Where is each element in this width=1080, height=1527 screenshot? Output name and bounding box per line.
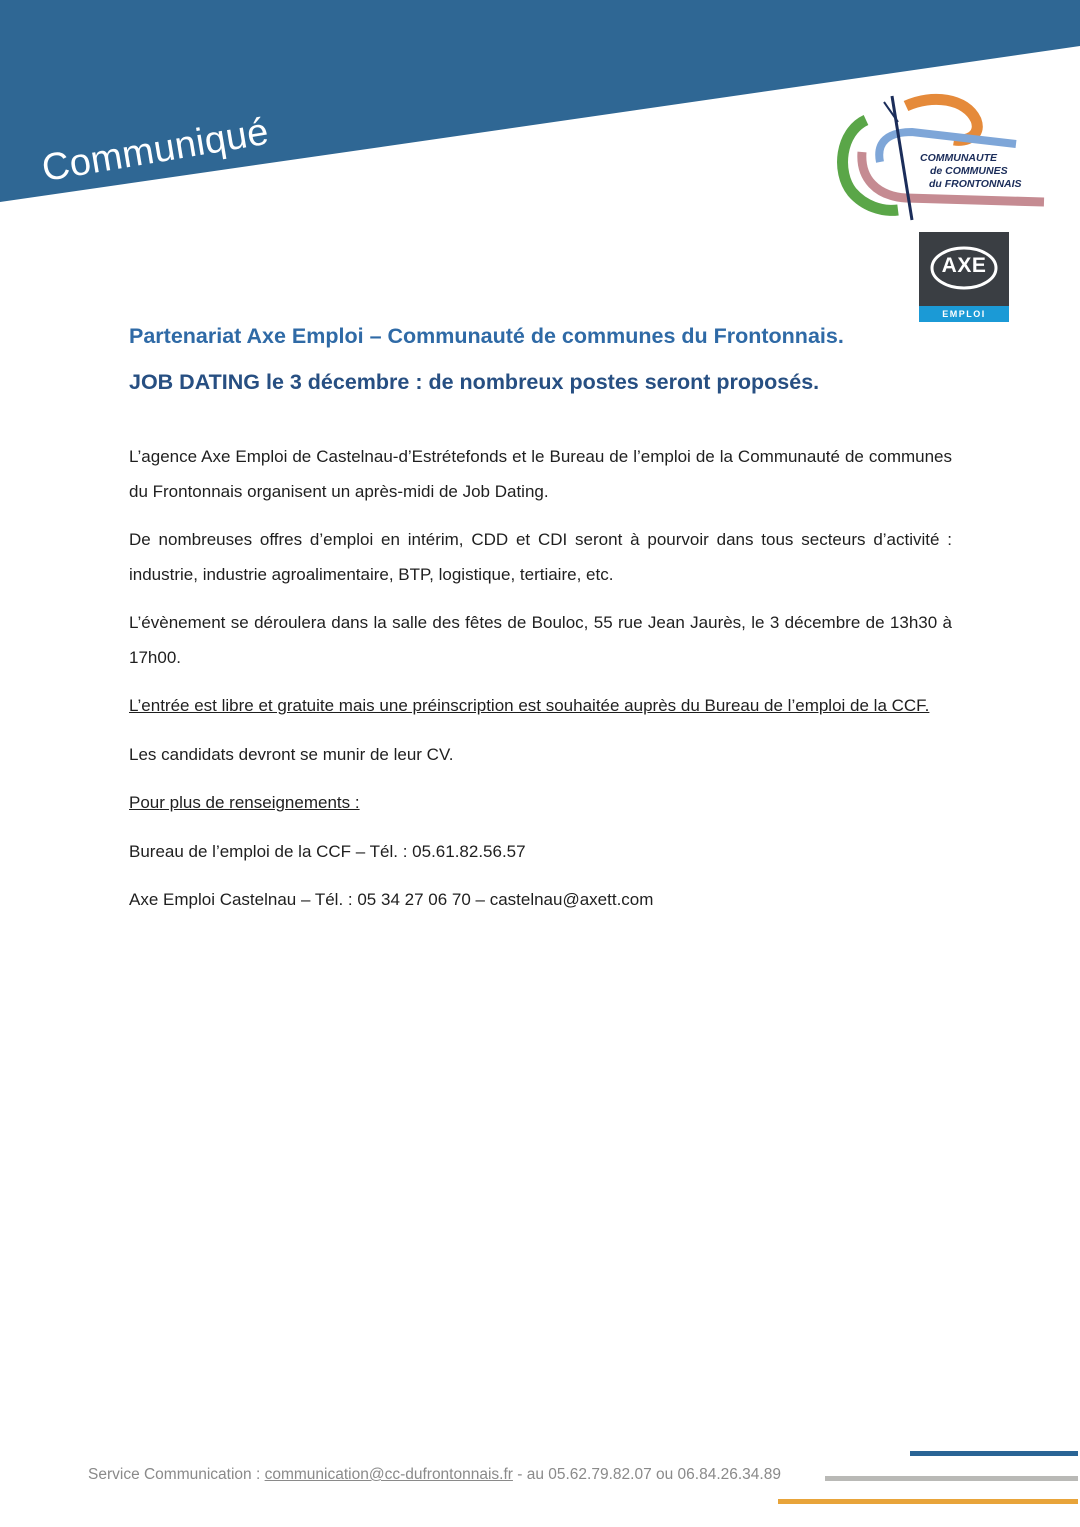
paragraph-cv: Les candidats devront se munir de leur CV. — [129, 744, 454, 764]
paragraph-intro: L’agence Axe Emploi de Castelnau-d’Estrétefonds et le Bureau de l’emploi de la Communauté de communes du Frontonnais organisent un après-midi de Job Dating. — [129, 447, 952, 501]
ccf-logo-line2: de COMMUNES — [930, 165, 1008, 177]
paragraph-registration: L’entrée est libre et gratuite mais une préinscription est souhaitée auprès du Bureau de l’emploi de la CCF. — [129, 696, 930, 715]
footer-bar-blue — [910, 1451, 1078, 1456]
paragraph-event: L’évènement se déroulera dans la salle des fêtes de Bouloc, 55 rue Jean Jaurès, le 3 décembre de 13h30 à 17h00. — [129, 613, 952, 667]
footer-bar-gray — [825, 1476, 1078, 1481]
contact-axe: Axe Emploi Castelnau – Tél. : 05 34 27 06 70 – castelnau@axett.com — [129, 890, 654, 909]
axe-logo-word: AXE — [941, 254, 987, 277]
ccf-logo-line1: COMMUNAUTE — [920, 152, 997, 164]
paragraph-offers: De nombreuses offres d’emploi en intérim, CDD et CDI seront à pourvoir dans tous secteurs d’activité : industrie, industrie agroalimentaire, BTP, logistique, tertiaire, etc. — [129, 530, 952, 584]
paragraph-more-info: Pour plus de renseignements : — [129, 793, 360, 812]
banner-title: Communiqué — [38, 110, 272, 191]
headline-line2: JOB DATING le 3 décembre : de nombreux postes seront proposés. — [129, 370, 820, 394]
axe-logo-sub: EMPLOI — [919, 306, 1009, 322]
footer-prefix: Service Communication : — [88, 1466, 265, 1483]
axe-emploi-logo — [919, 232, 1009, 322]
footer-contact — [88, 1466, 781, 1484]
footer-email-link[interactable]: communication@cc-dufrontonnais.fr — [264, 1466, 513, 1483]
footer-suffix: - au 05.62.79.82.07 ou 06.84.26.34.89 — [512, 1466, 781, 1483]
press-release-body — [129, 440, 952, 932]
headline-line1: Partenariat Axe Emploi – Communauté de communes du Frontonnais. — [129, 324, 844, 348]
ccf-logo-text — [904, 152, 1054, 191]
headline — [129, 313, 969, 405]
contact-ccf: Bureau de l’emploi de la CCF – Tél. : 05.61.82.56.57 — [129, 841, 526, 861]
footer-bar-orange — [778, 1499, 1078, 1504]
ccf-logo-line3: du FRONTONNAIS — [929, 178, 1022, 190]
